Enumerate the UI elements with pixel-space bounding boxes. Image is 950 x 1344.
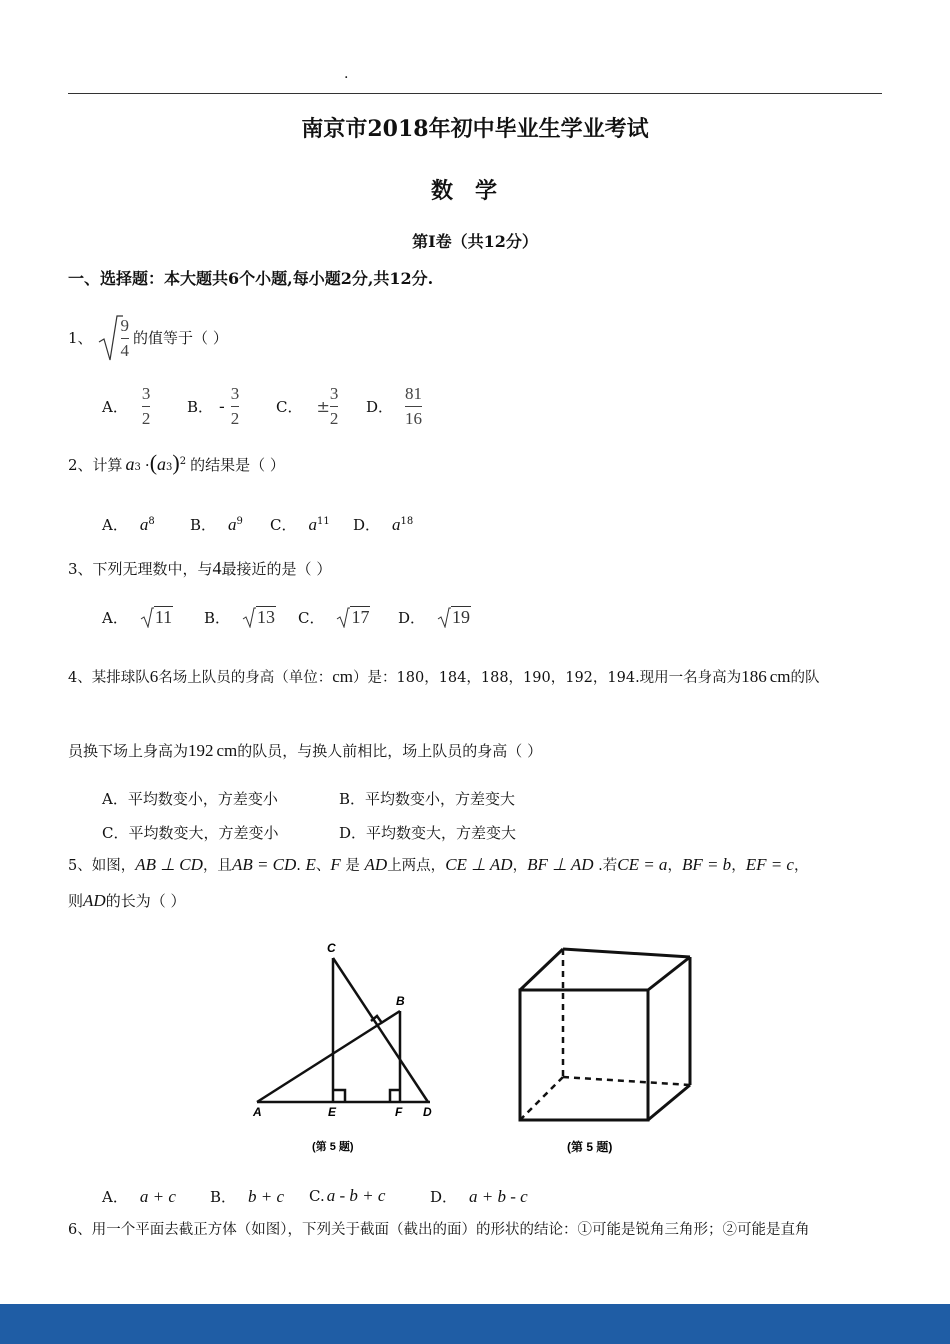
q1-option-a[interactable] xyxy=(102,384,150,429)
q3-option-a[interactable] xyxy=(102,606,173,628)
q3-option-d-label: D． xyxy=(398,608,426,627)
q2-option-d-label: D． xyxy=(353,516,381,534)
q4-text-b: 名场上队员的身高（单位： xyxy=(158,670,333,686)
q4-text-f: 的队员，与换人前相比，场上队员的身高（ ） xyxy=(237,742,543,760)
q2-option-c-exp: 11 xyxy=(316,516,330,527)
q3-option-d-radical xyxy=(437,606,451,628)
q2-option-a[interactable] xyxy=(102,514,155,535)
q5-option-c-label: C. xyxy=(309,1187,325,1205)
q1-option-b[interactable] xyxy=(187,384,239,429)
label-b: B xyxy=(396,994,405,1008)
q2-lparen: ( xyxy=(149,450,158,475)
q1-option-c-label: C． xyxy=(276,398,303,416)
label-e: E xyxy=(328,1105,337,1119)
q5-text-12: 的长为（ ） xyxy=(105,892,186,910)
label-f: F xyxy=(395,1105,403,1119)
question-4-line2 xyxy=(68,740,542,762)
q4-six: 6 xyxy=(149,667,159,686)
q5-option-d[interactable] xyxy=(430,1186,528,1207)
q5-option-c[interactable] xyxy=(309,1186,385,1206)
q5-text-11: 则 xyxy=(68,892,84,910)
cube-figure xyxy=(505,935,705,1170)
q2-option-a-exp: 8 xyxy=(148,516,155,527)
q5-text-9: ， xyxy=(731,858,746,874)
q2-option-c-label: C． xyxy=(270,516,297,534)
q2-inner-exp: 3 xyxy=(166,462,173,473)
q1-option-c-sign: ± xyxy=(316,397,330,416)
q5-text-8: ， xyxy=(667,858,682,874)
q4-text-a: 4、某排球队 xyxy=(68,670,150,686)
q3-option-a-radical xyxy=(140,606,154,628)
q2-rparen: ) xyxy=(172,450,180,475)
q3-stem-post: 最接近的是（ ） xyxy=(221,560,332,578)
q2-option-a-base: a xyxy=(139,515,149,534)
q1-option-c[interactable] xyxy=(276,384,338,429)
q3-option-b-value: 13 xyxy=(257,607,276,627)
q5-sep: 、 xyxy=(315,858,331,874)
q5-option-b-label: B． xyxy=(210,1188,237,1206)
q1-stem: 的值等于（ ） xyxy=(133,329,228,347)
q4-height-192: 192 xyxy=(188,741,214,760)
q1-option-a-label: A． xyxy=(102,398,128,416)
q2-option-b-base: a xyxy=(228,515,237,534)
q5-bf-eq-b: BF = b xyxy=(681,855,732,874)
q4-height-186: 186 xyxy=(741,667,767,686)
q5-ab-perp-cd: AB ⊥ CD xyxy=(135,855,203,874)
q5-triangle-figure xyxy=(240,930,450,1165)
section-heading: 一、选择题：本大题共6个小题,每小题2分,共12分. xyxy=(68,269,434,288)
q5-text-6: ， xyxy=(512,858,528,874)
label-a: A xyxy=(253,1105,262,1119)
q2-option-b-label: B． xyxy=(190,516,217,534)
q2-outer-exp: 2 xyxy=(179,456,187,467)
question-1 xyxy=(68,312,228,364)
q1-option-d-value xyxy=(405,384,422,429)
q3-option-c-label: C． xyxy=(298,608,325,627)
q2-option-a-label: A． xyxy=(102,516,128,534)
footer-bar xyxy=(0,1304,950,1344)
q1-radicand-den: 4 xyxy=(120,340,130,360)
header-dot: . xyxy=(344,66,349,82)
q4-text-e: 员换下场上身高为 xyxy=(68,742,189,760)
exam-title: 南京市2018年初中毕业生学业考试 xyxy=(301,116,649,142)
q5-text-3: . xyxy=(296,858,306,874)
q3-option-b-label: B． xyxy=(204,608,231,627)
q1-option-a-num: 3 xyxy=(141,384,151,403)
q1-option-d[interactable] xyxy=(366,384,422,429)
q3-option-c[interactable] xyxy=(298,606,370,628)
q2-inner-base: a xyxy=(157,454,167,474)
q2-stem: 的结果是（ ） xyxy=(190,456,285,474)
q2-option-b[interactable] xyxy=(190,514,243,535)
q5-option-d-value: a + b - c xyxy=(469,1187,528,1206)
q5-text-10: ， xyxy=(793,858,809,874)
q4-text-d: 的队 xyxy=(790,670,820,686)
figure-caption-left: (第 5 题) xyxy=(312,1141,354,1153)
q5-option-a-label: A． xyxy=(102,1188,128,1206)
q1-option-b-value xyxy=(231,384,240,429)
subject-title: 数学 xyxy=(430,178,519,204)
q5-segment-ad-2: AD xyxy=(83,891,106,910)
q1-option-c-value xyxy=(330,384,339,429)
q4-option-c[interactable]: C．平均数变大，方差变小 xyxy=(102,824,279,842)
q3-option-d-value: 19 xyxy=(452,607,471,627)
volume-heading: 第Ⅰ卷（共12分） xyxy=(412,232,538,251)
q5-segment-ad: AD xyxy=(364,855,388,874)
q3-option-b-radical xyxy=(242,606,256,628)
question-6: 6、用一个平面去截正方体（如图），下列关于截面（截出的面）的形状的结论：①可能是锐角三角形；②可能是直角 xyxy=(68,1222,810,1238)
q5-ab-eq-cd: AB = CD xyxy=(231,855,297,874)
q5-option-a-value: a + c xyxy=(139,1187,176,1206)
q2-base: a xyxy=(125,454,135,474)
question-5-line1 xyxy=(68,854,808,877)
q5-option-b[interactable] xyxy=(210,1186,284,1207)
q4-option-a[interactable]: A．平均数变小，方差变小 xyxy=(102,790,278,808)
q2-option-c-base: a xyxy=(308,515,317,534)
q2-base-exp: 3 xyxy=(134,462,141,473)
q1-radicand xyxy=(121,316,130,361)
label-c: C xyxy=(327,941,336,955)
q2-option-c[interactable] xyxy=(270,514,330,535)
q5-text-4: 是 xyxy=(340,858,365,874)
q1-option-d-den: 16 xyxy=(405,409,423,428)
q2-option-b-exp: 9 xyxy=(236,516,243,527)
q4-unit-3: cm xyxy=(216,741,238,760)
q5-option-a[interactable] xyxy=(102,1186,176,1207)
label-d: D xyxy=(423,1105,432,1119)
q2-option-d-exp: 18 xyxy=(400,516,414,527)
question-4-line1 xyxy=(68,666,819,689)
q1-option-b-num: 3 xyxy=(230,384,240,403)
q5-text-1: 5、如图， xyxy=(68,858,136,874)
q3-option-c-value: 17 xyxy=(351,607,370,627)
header-rule xyxy=(68,93,882,94)
q5-option-c-value: a - b + c xyxy=(326,1186,386,1205)
q3-option-a-value: 11 xyxy=(154,607,173,627)
q1-option-c-den: 2 xyxy=(329,409,339,428)
q5-ef-eq-c: EF = c xyxy=(745,855,794,874)
q1-radicand-num: 9 xyxy=(120,315,130,335)
q5-option-b-value: b + c xyxy=(248,1187,285,1206)
q1-option-b-den: 2 xyxy=(230,409,240,428)
q2-option-d-base: a xyxy=(392,515,401,534)
q3-stem-pre: 3、下列无理数中，与 xyxy=(68,560,213,578)
q1-option-d-label: D． xyxy=(366,398,394,416)
q2-number: 2、计算 xyxy=(68,456,123,474)
q4-option-d[interactable]: D．平均数变大，方差变大 xyxy=(339,824,517,842)
q1-option-c-num: 3 xyxy=(329,384,339,403)
q5-point-f: F xyxy=(330,855,341,874)
figure-caption-right: (第 5 题) xyxy=(567,1140,613,1154)
q4-text-c: ）是：180，184，188，190，192，194.现用一名身高为 xyxy=(353,670,742,686)
q1-option-b-label: B． xyxy=(187,398,214,416)
q5-text-5: 上两点， xyxy=(387,858,446,874)
q2-dot: · xyxy=(144,456,150,474)
q1-option-a-den: 2 xyxy=(141,409,151,428)
question-2 xyxy=(68,452,285,479)
q4-unit-2: cm xyxy=(769,667,791,686)
q3-option-c-radical xyxy=(336,606,350,628)
q4-option-b[interactable]: B．平均数变小，方差变大 xyxy=(339,790,516,808)
q3-option-b[interactable] xyxy=(204,606,276,628)
q2-option-d[interactable] xyxy=(353,514,413,535)
q5-bf-perp-ad: BF ⊥ AD xyxy=(527,855,594,874)
q1-option-d-num: 81 xyxy=(405,384,423,403)
q1-option-b-sign: - xyxy=(219,396,225,417)
q1-number: 1、 xyxy=(68,329,93,347)
q1-option-a-value xyxy=(142,384,151,429)
q5-text-2: ，且 xyxy=(202,858,232,874)
q5-ce-perp-ad: CE ⊥ AD xyxy=(445,855,513,874)
q5-text-7: .若 xyxy=(593,858,618,874)
q5-ce-eq-a: CE = a xyxy=(617,855,668,874)
q5-point-e: E xyxy=(305,855,316,874)
question-3 xyxy=(68,557,331,580)
q1-radical-sign xyxy=(97,312,123,364)
q4-unit: cm xyxy=(332,667,354,686)
q3-option-d[interactable] xyxy=(398,606,471,628)
q3-number-four: 4 xyxy=(212,558,222,578)
q5-option-d-label: D． xyxy=(430,1188,458,1206)
question-5-line2 xyxy=(68,890,185,912)
q3-option-a-label: A． xyxy=(102,608,128,627)
